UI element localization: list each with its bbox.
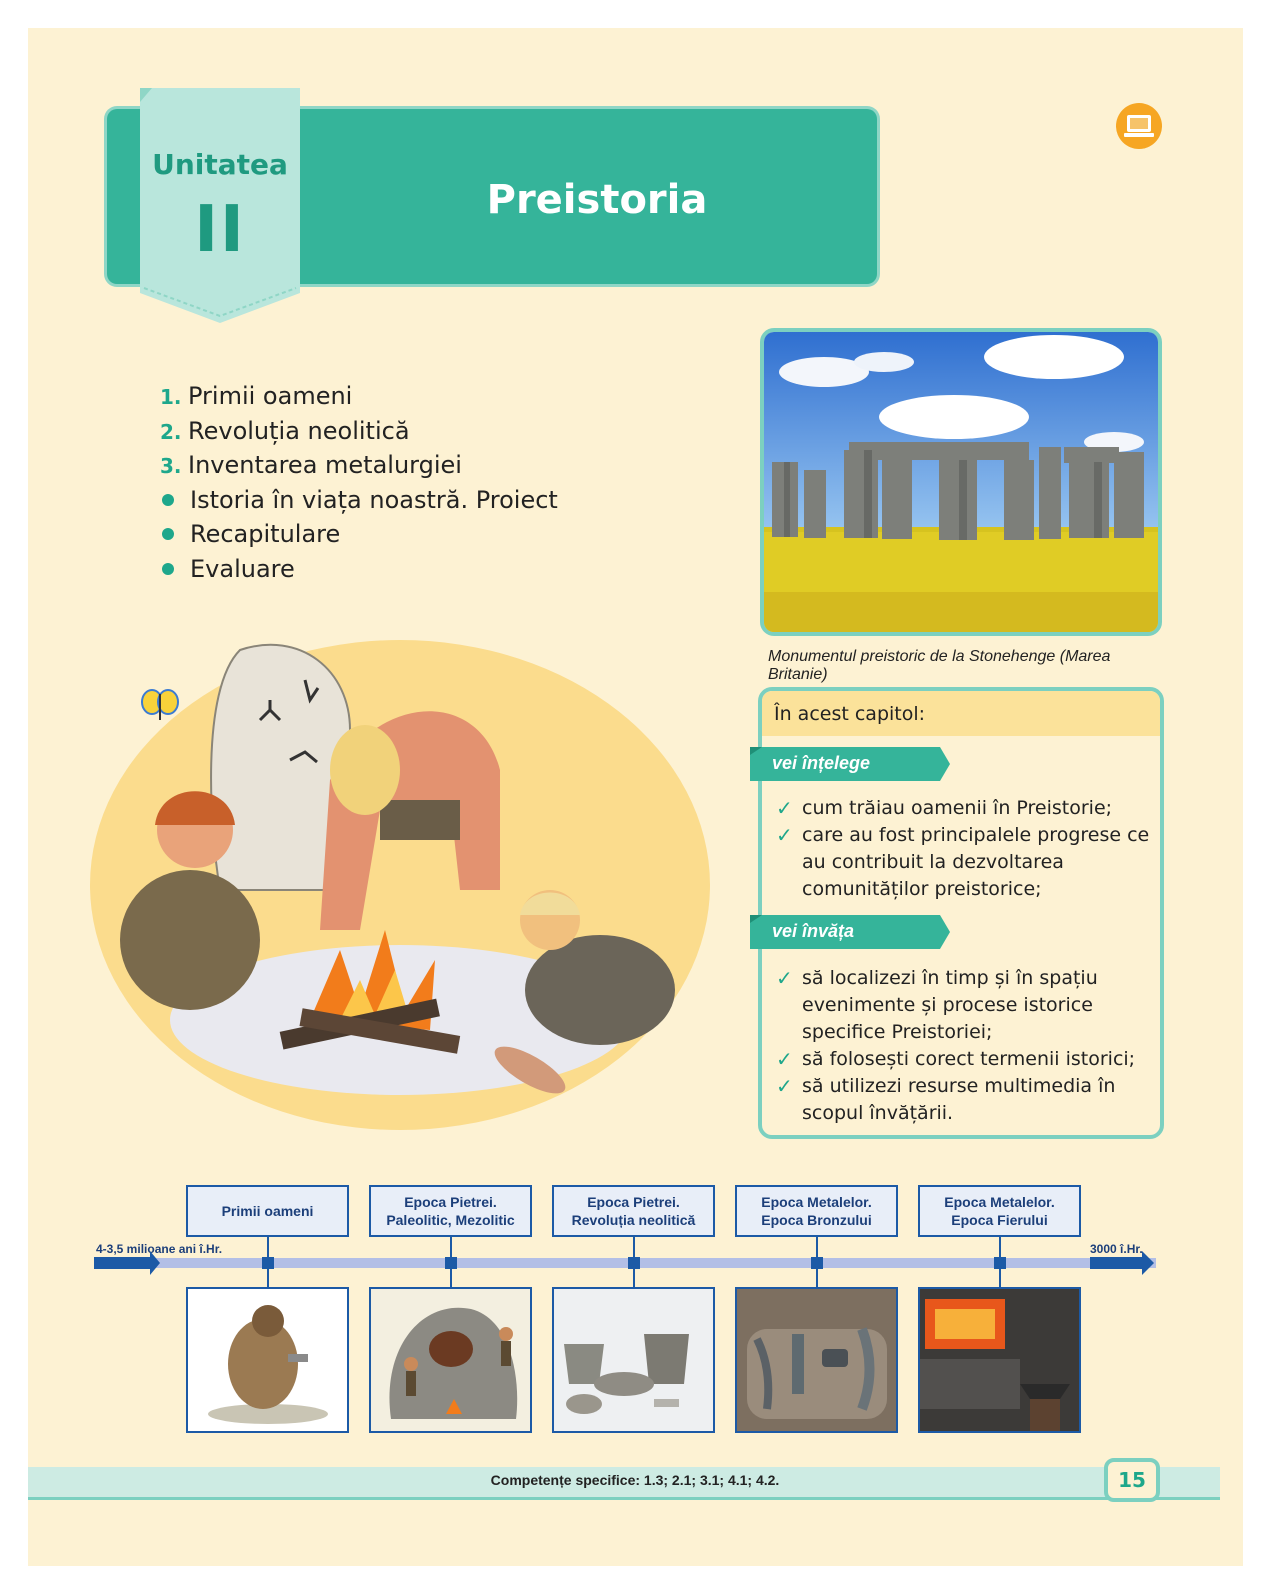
timeline-period-box xyxy=(186,1185,349,1237)
lesson-title: Primii oameni xyxy=(188,382,353,410)
timeline-period-box xyxy=(918,1185,1081,1237)
understand-tag-label: vei înțelege xyxy=(772,753,871,773)
chapter-objectives-box xyxy=(758,687,1164,1139)
goal-item xyxy=(776,1073,1162,1127)
lesson-item[interactable] xyxy=(160,517,558,552)
goal-text: să localizezi în timp și în spațiu evenimente și procese istorice specifice Preistoriei; xyxy=(802,967,1098,1043)
goal-item xyxy=(776,1046,1162,1073)
checkmark-icon: ✓ xyxy=(776,1047,793,1071)
period-label: Primii oameni xyxy=(221,1203,314,1219)
unit-number: II xyxy=(194,193,246,267)
understand-list xyxy=(776,795,1162,903)
lesson-item[interactable] xyxy=(160,414,558,449)
period-label: Epoca Pietrei. xyxy=(404,1194,497,1210)
goal-text: care au fost principalele progrese ce au contribuit la dezvoltarea comunităților preistorice; xyxy=(802,824,1150,900)
period-sublabel: Epoca Fierului xyxy=(951,1212,1048,1228)
stonehenge-photo xyxy=(760,328,1162,636)
goal-text: să folosești corect termenii istorici; xyxy=(802,1048,1136,1070)
unit-title: Preistoria xyxy=(486,177,708,223)
timeline-period-box xyxy=(369,1185,532,1237)
lesson-list xyxy=(160,379,558,586)
lesson-item[interactable] xyxy=(160,552,558,587)
period-label: Epoca Metalelor. xyxy=(761,1194,872,1210)
computer-icon[interactable] xyxy=(1115,102,1163,150)
early-humans-image xyxy=(186,1287,349,1433)
period-sublabel: Epoca Bronzului xyxy=(761,1212,872,1228)
lesson-title: Istoria în viața noastră. Proiect xyxy=(190,485,558,514)
lesson-number: 1. xyxy=(160,385,182,409)
photo-caption: Monumentul preistoric de la Stonehenge (Marea Britanie) xyxy=(768,648,1111,683)
lesson-item[interactable] xyxy=(160,483,558,518)
butterfly-icon xyxy=(140,688,180,724)
lesson-title: Evaluare xyxy=(190,554,295,583)
timeline-period-box xyxy=(552,1185,715,1237)
unit-ribbon xyxy=(140,88,300,328)
bullet-icon xyxy=(162,563,174,575)
bullet-icon xyxy=(162,494,174,506)
lesson-number: 3. xyxy=(160,454,182,478)
period-sublabel: Paleolitic, Mezolitic xyxy=(386,1212,515,1228)
goal-text: să utilizezi resurse multimedia în scopul învățării. xyxy=(802,1075,1116,1124)
checkmark-icon: ✓ xyxy=(776,966,793,990)
neolithic-pottery-image xyxy=(552,1287,715,1433)
lesson-item[interactable] xyxy=(160,379,558,414)
chapter-heading-bar xyxy=(762,691,1160,736)
bronze-tools-image xyxy=(735,1287,898,1433)
timeline-start-label: 4-3,5 milioane ani î.Hr. xyxy=(96,1242,223,1256)
lesson-number: 2. xyxy=(160,419,182,444)
unit-label: Unitatea xyxy=(152,148,288,181)
period-sublabel: Revoluția neolitică xyxy=(571,1212,696,1228)
chapter-heading: În acest capitol: xyxy=(774,703,926,725)
cave-painting-image xyxy=(369,1287,532,1433)
learn-tag-label: vei învăța xyxy=(772,921,855,941)
timeline-end-label: 3000 î.Hr. xyxy=(1090,1242,1143,1256)
iron-forge-image xyxy=(918,1287,1081,1433)
goal-item xyxy=(776,822,1162,903)
bullet-icon xyxy=(162,528,174,540)
learn-list xyxy=(776,965,1162,1127)
goal-text: cum trăiau oamenii în Preistorie; xyxy=(802,797,1113,819)
competences-text: Competențe specifice: 1.3; 2.1; 3.1; 4.1; 4.2. xyxy=(490,1472,780,1488)
timeline-axis xyxy=(94,1237,1156,1289)
goal-item xyxy=(776,965,1162,1046)
timeline-period-box xyxy=(735,1185,898,1237)
lesson-title: Inventarea metalurgiei xyxy=(188,451,462,479)
checkmark-icon: ✓ xyxy=(776,796,793,820)
period-label: Epoca Metalelor. xyxy=(944,1194,1055,1210)
checkmark-icon: ✓ xyxy=(776,823,793,847)
checkmark-icon: ✓ xyxy=(776,1074,793,1098)
page-number: 15 xyxy=(1104,1458,1160,1502)
lesson-item[interactable] xyxy=(160,448,558,483)
lesson-title: Recapitulare xyxy=(190,520,341,548)
goal-item xyxy=(776,795,1162,822)
lesson-title: Revoluția neolitică xyxy=(188,416,410,445)
understand-tag xyxy=(750,747,950,781)
learn-tag xyxy=(750,915,950,949)
period-label: Epoca Pietrei. xyxy=(587,1194,680,1210)
